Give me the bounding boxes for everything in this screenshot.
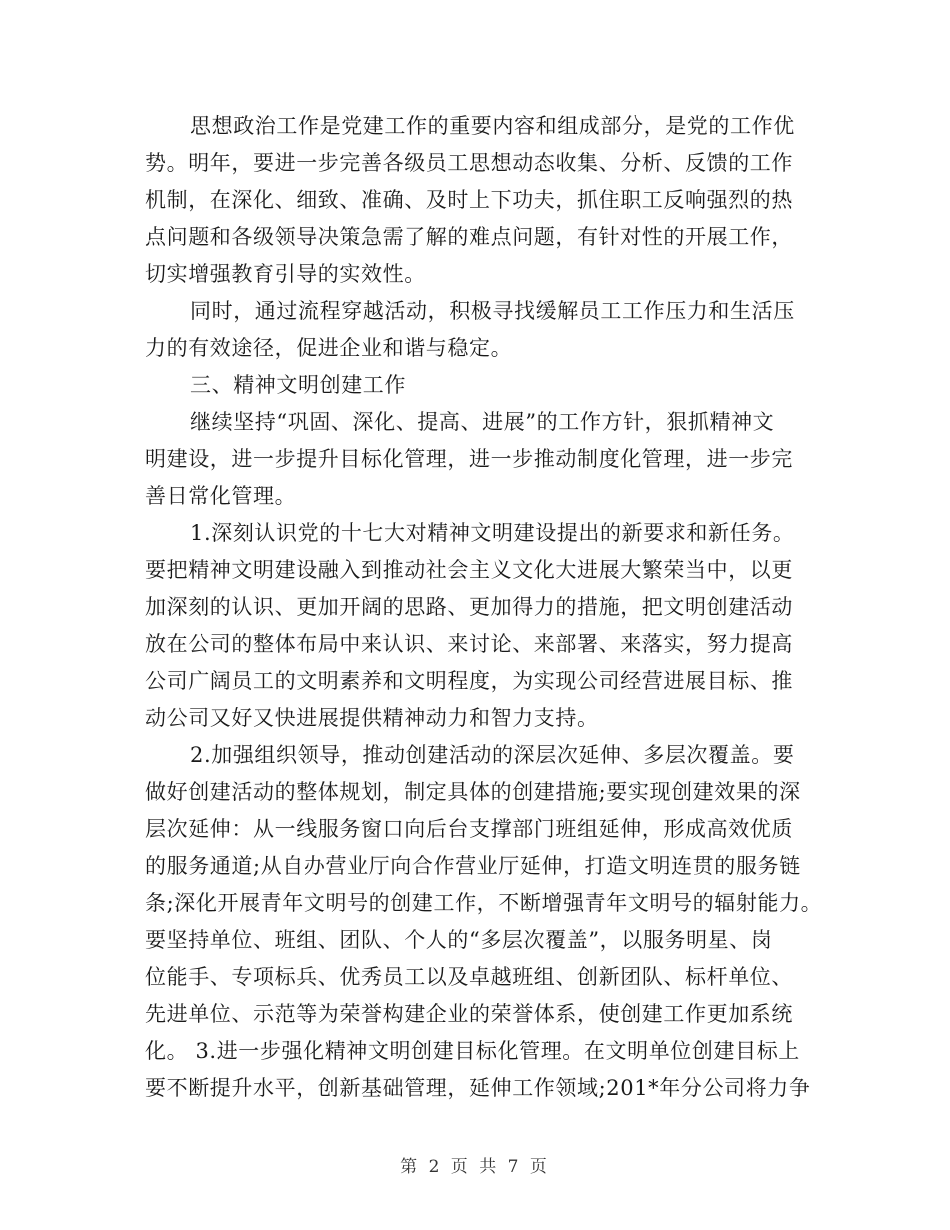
text-line: 做好创建活动的整体规划，制定具体的创建措施;要实现创建效果的深: [145, 780, 801, 804]
text-line: 切实增强教育引导的实效性。: [145, 262, 426, 286]
text-line: 思想政治工作是党建工作的重要内容和组成部分，是党的工作优: [190, 114, 795, 138]
text-line: 层次延伸：从一线服务窗口向后台支撑部门班组延伸，形成高效优质: [145, 817, 793, 841]
text-line: 加深刻的认识、更加开阔的思路、更加得力的措施，把文明创建活动: [145, 595, 793, 619]
text-line: 要把精神文明建设融入到推动社会主义文化大进展大繁荣当中，以更: [145, 558, 793, 582]
text-line: 2.加强组织领导，推动创建活动的深层次延伸、多层次覆盖。要: [190, 743, 795, 767]
text-line: 力的有效途径，促进企业和谐与稳定。: [145, 336, 513, 360]
text-line: 继续坚持“巩固、深化、提高、进展”的工作方针，狠抓精神文: [190, 410, 775, 434]
text-line: 明建设，进一步提升目标化管理，进一步推动制度化管理，进一步完: [145, 447, 793, 471]
text-line: 先进单位、示范等为荣誉构建企业的荣誉体系，使创建工作更加系统: [145, 1002, 793, 1026]
text-line: 1.深刻认识党的十七大对精神文明建设提出的新要求和新任务。: [190, 521, 795, 545]
text-line: 势。明年，要进一步完善各级员工思想动态收集、分析、反馈的工作: [145, 151, 793, 175]
text-line: 要坚持单位、班组、团队、个人的“多层次覆盖”，以服务明星、岗: [145, 928, 773, 952]
text-line: 机制，在深化、细致、准确、及时上下功夫，抓住职工反响强烈的热: [145, 188, 793, 212]
text-line: 化。 3.进一步强化精神文明创建目标化管理。在文明单位创建目标上: [145, 1039, 800, 1063]
section-heading: 三、精神文明创建工作: [190, 373, 406, 397]
text-line: 动公司又好又快进展提供精神动力和智力支持。: [145, 706, 599, 730]
text-line: 的服务通道;从自办营业厅向合作营业厅延伸，打造文明连贯的服务链: [145, 854, 801, 878]
text-line: 公司广阔员工的文明素养和文明程度，为实现公司经营进展目标、推: [145, 669, 793, 693]
text-line: 放在公司的整体布局中来认识、来讨论、来部署、来落实，努力提高: [145, 632, 793, 656]
text-line: 点问题和各级领导决策急需了解的难点问题，有针对性的开展工作，: [145, 225, 793, 249]
text-line: 位能手、专项标兵、优秀员工以及卓越班组、创新团队、标杆单位、: [145, 965, 793, 989]
text-line: 同时，通过流程穿越活动，积极寻找缓解员工工作压力和生活压: [190, 299, 795, 323]
text-line: 要不断提升水平，创新基础管理，延伸工作领域;201*年分公司将力争: [145, 1076, 811, 1100]
text-line: 善日常化管理。: [145, 484, 297, 508]
text-line: 条;深化开展青年文明号的创建工作，不断增强青年文明号的辐射能力。: [145, 891, 823, 915]
page-number-footer: 第 2 页 共 7 页: [400, 1157, 550, 1177]
